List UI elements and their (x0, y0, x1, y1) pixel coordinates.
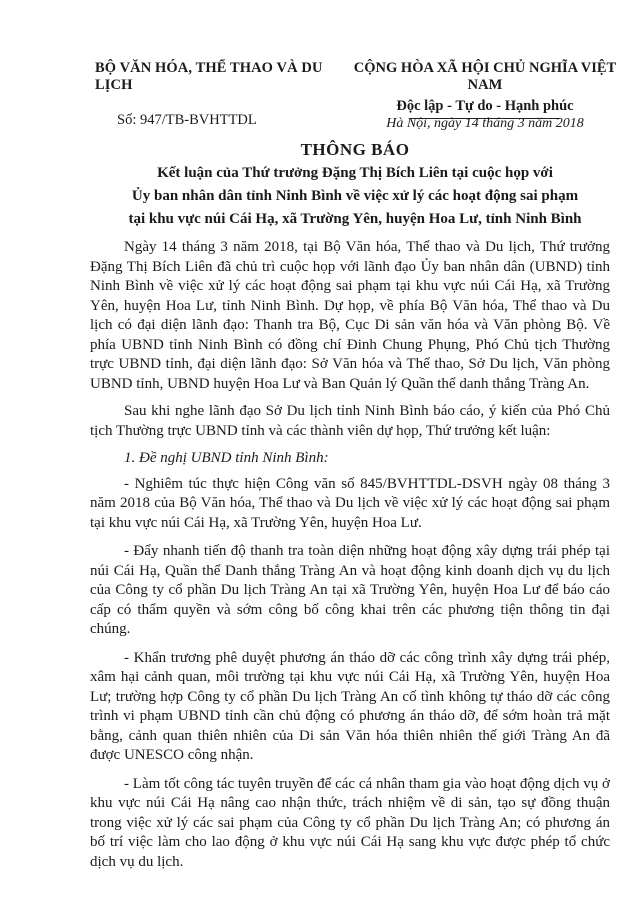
ministry-name: BỘ VĂN HÓA, THỂ THAO VÀ DU LỊCH (95, 60, 323, 93)
paragraph-intro: Ngày 14 tháng 3 năm 2018, tại Bộ Văn hóa, Thể thao và Du lịch, Thứ trưởng Đặng Thị Bích Liên đã chủ trì cuộc họp với lãnh đạo Ủy ban nhân dân (UBND) tỉnh Ninh Bình về việc xử lý các hoạt động sai phạm tại khu vực núi Cái Hạ, xã Trường Yên, huyện Hoa Lư, tỉnh Ninh Bình. Dự họp, về phía Bộ Văn hóa, Thể thao và Du lịch có đại diện lãnh đạo: Thanh tra Bộ, Cục Di sản văn hóa và Văn phòng Bộ. Về phía UBND tỉnh Ninh Bình có đồng chí Đinh Chung Phụng, Phó Chủ tịch Thường trực UBND tỉnh, đại diện lãnh đạo: Sở Văn hóa và Thể thao, Sở Du lịch, Văn phòng UBND tỉnh, UBND huyện Hoa Lư và Ban Quản lý Quần thể danh thắng Tràng An. (90, 239, 610, 392)
list-item: - Nghiêm túc thực hiện Công văn số 845/BVHTTDL-DSVH ngày 08 tháng 3 năm 2018 của Bộ Văn hóa, Thể thao và Du lịch về việc xử lý các hoạt động sai phạm tại khu vực núi Cái Hạ, xã Trường Yên, huyện Hoa Lư. (90, 475, 610, 531)
issue-date: Hà Nội, ngày 14 tháng 3 năm 2018 (386, 116, 584, 131)
issuer-block (95, 60, 355, 129)
national-header (345, 60, 625, 119)
document-title: THÔNG BÁO (300, 140, 410, 159)
list-item: - Làm tốt công tác tuyên truyền để các cá nhân tham gia vào hoạt động dịch vụ ở khu vực núi Cái Hạ nâng cao nhận thức, trách nhiệm về di sản, tạo sự đồng thuận trong việc xử lý các sai phạm của Công ty cổ phần Du lịch Tràng An; có phương án bố trí việc làm cho lao động ở khu vực núi Cái Hạ sang khu vực được phép tổ chức dịch vụ du lịch. (90, 775, 610, 870)
title-line-1: Kết luận của Thứ trưởng Đặng Thị Bích Liên tại cuộc họp với (157, 165, 553, 181)
paragraph-conclusion: Sau khi nghe lãnh đạo Sở Du lịch tỉnh Ninh Bình báo cáo, ý kiến của Phó Chủ tịch Thường trực UBND tỉnh và các thành viên dự họp, Thứ trưởng kết luận: (90, 403, 610, 439)
section-heading: 1. Đề nghị UBND tỉnh Ninh Bình: (124, 450, 329, 466)
document-body (90, 238, 610, 881)
national-motto: Độc lập - Tự do - Hạnh phúc (396, 98, 574, 114)
nation-name: CỘNG HÒA XÃ HỘI CHỦ NGHĨA VIỆT NAM (353, 60, 617, 93)
list-item: - Khẩn trương phê duyệt phương án tháo dỡ các công trình xây dựng trái phép, xâm hại cảnh quan, môi trường tại khu vực núi Cái Hạ, xã Trường Yên, huyện Hoa Lư; trường hợp Công ty cổ phần Du lịch Tràng An cố tình không tự tháo dỡ các công trình vi phạm UBND tỉnh cần chủ động có phương án tháo dỡ, để sớm hoàn trả mặt bằng, cảnh quan thiên nhiên của Di sản Văn hóa thiên nhiên thế giới Tràng An đã được UNESCO công nhận. (90, 649, 610, 763)
document-number: Số: 947/TB-BVHTTDL (117, 112, 257, 128)
title-line-3: tại khu vực núi Cái Hạ, xã Trường Yên, huyện Hoa Lư, tỉnh Ninh Bình (128, 211, 582, 227)
title-line-2: Ủy ban nhân dân tỉnh Ninh Bình về việc xử lý các hoạt động sai phạm (131, 188, 579, 204)
document-title-block (90, 140, 620, 229)
list-item: - Đẩy nhanh tiến độ thanh tra toàn diện những hoạt động xây dựng trái phép tại núi Cái Hạ, Quần thể Danh thắng Tràng An và hoạt động kinh doanh dịch vụ du lịch của Công ty cổ phần Du lịch Tràng An tại xã Trường Yên, huyện Hoa Lư để báo cáo cấp có thẩm quyền và sớm công bố công khai trên các phương tiện thông tin đại chúng. (90, 543, 610, 637)
